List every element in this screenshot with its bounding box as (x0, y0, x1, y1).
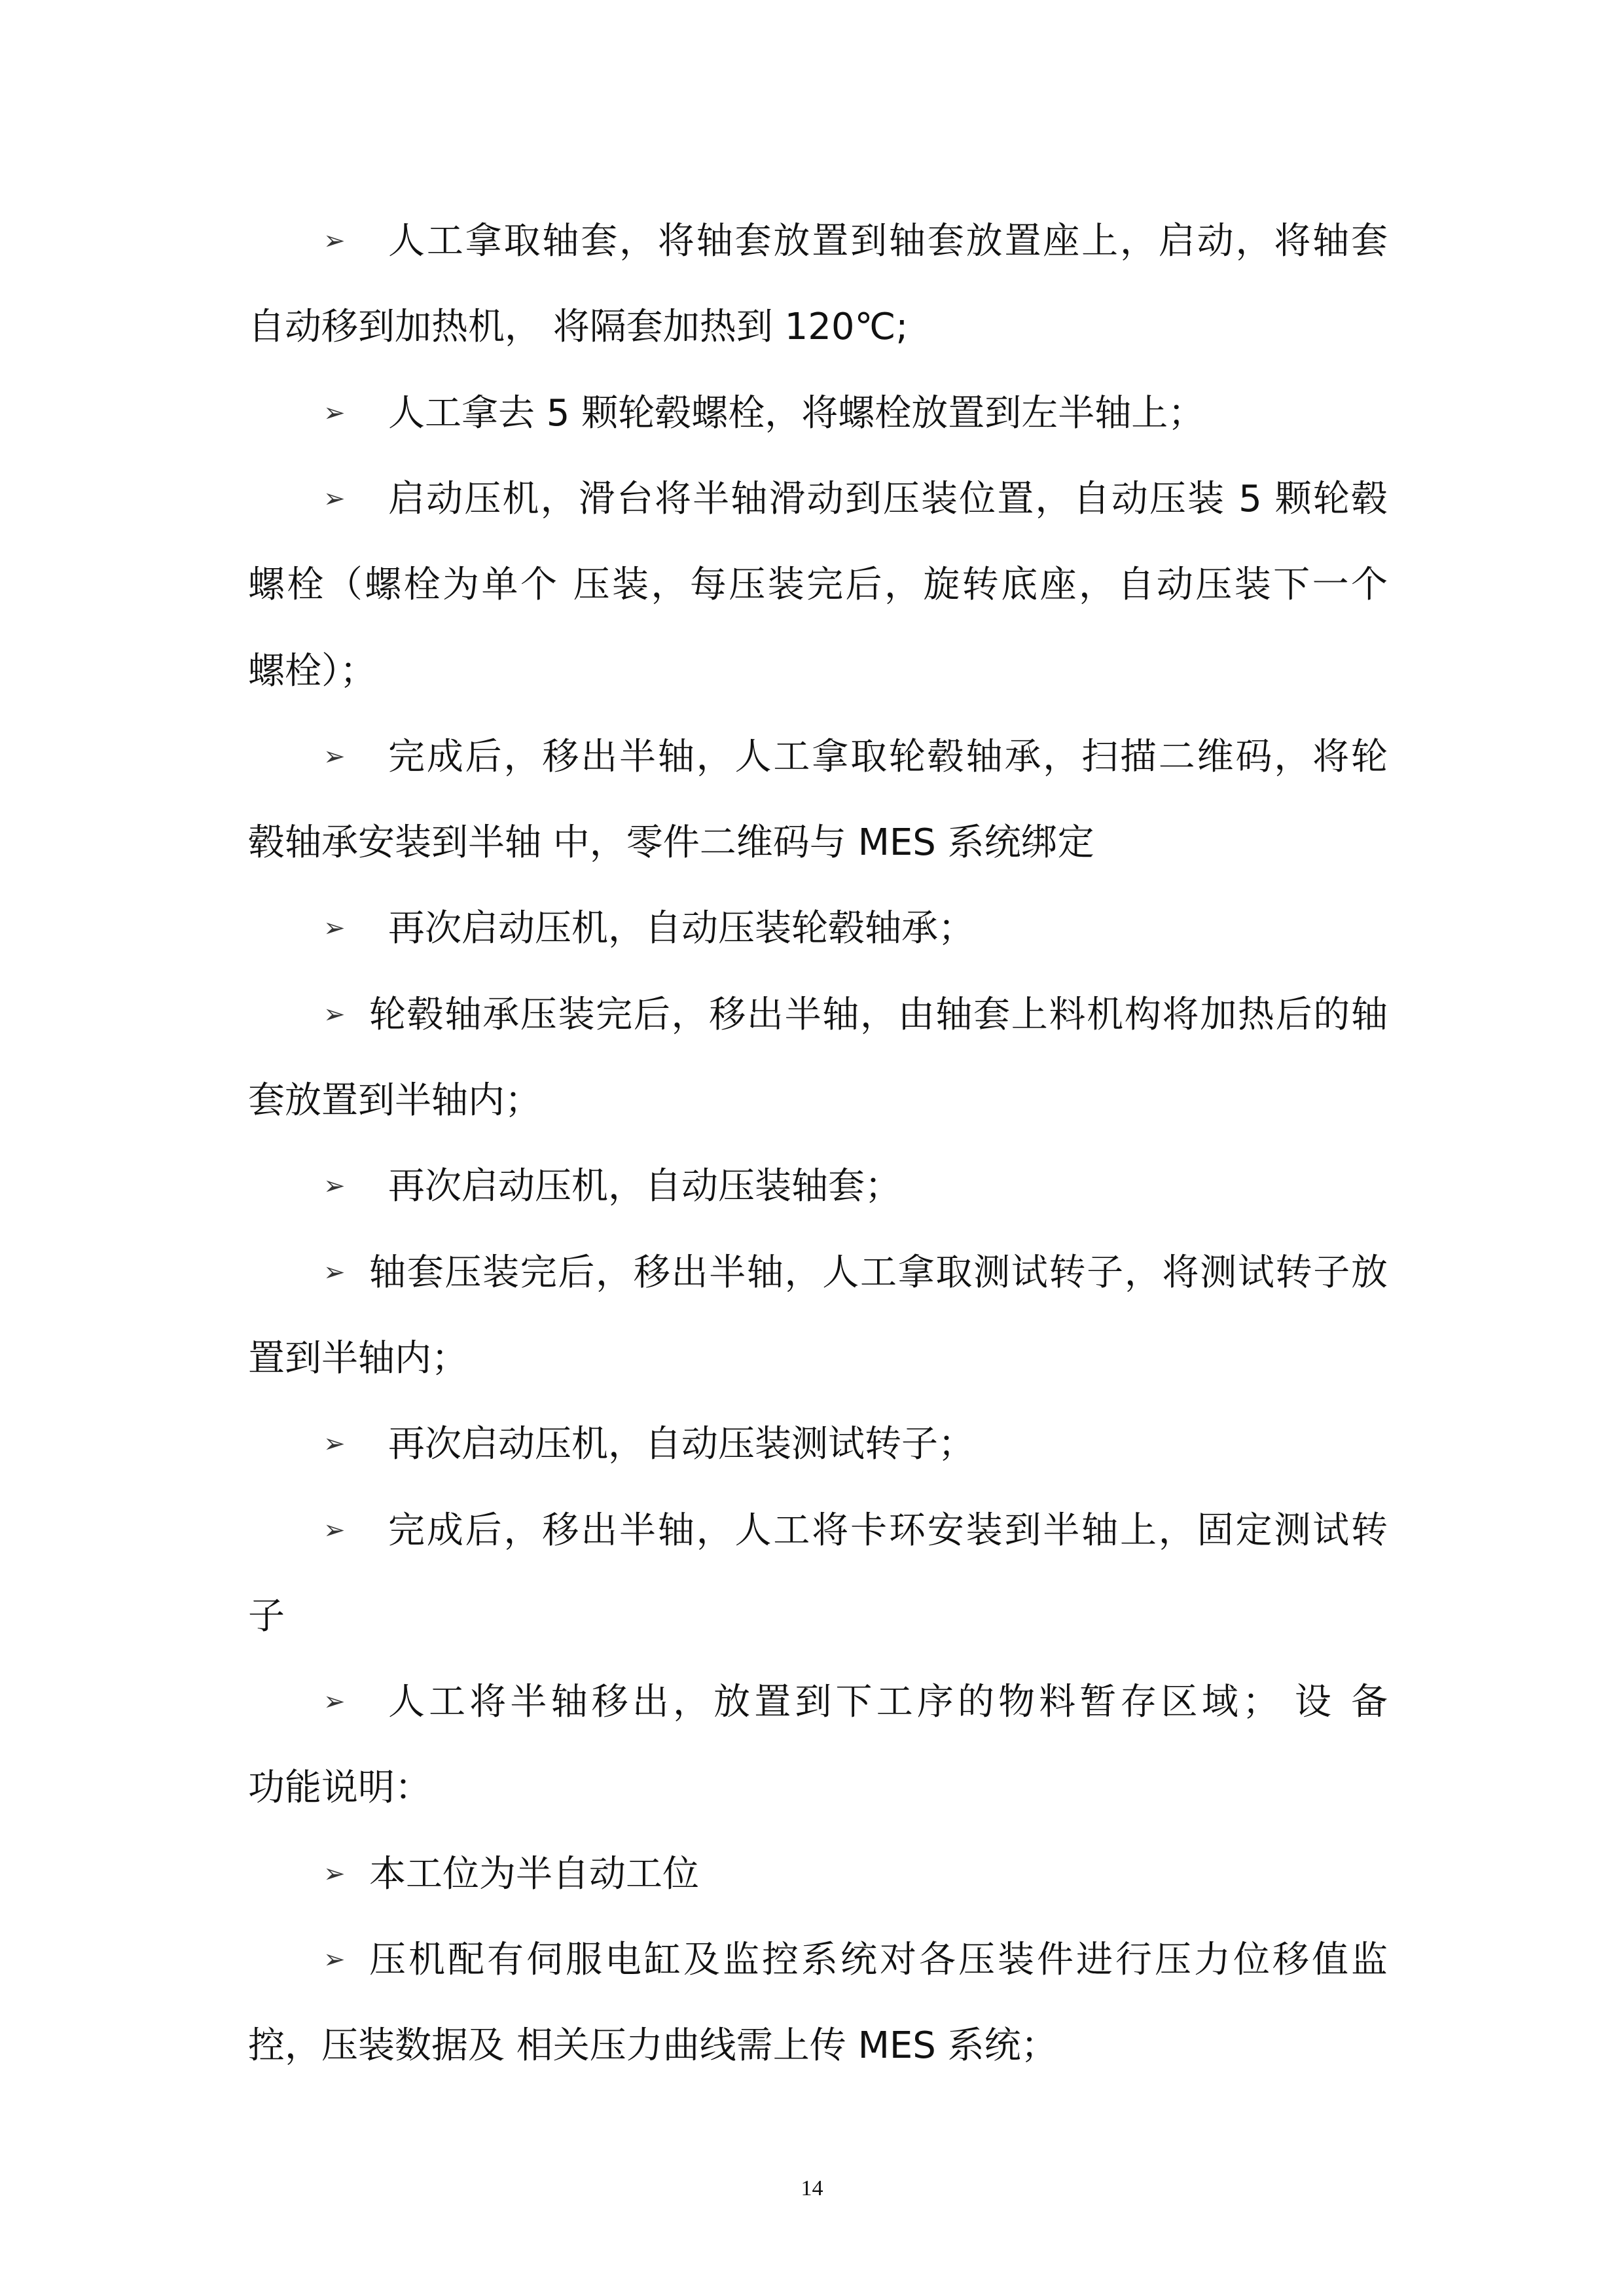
paragraph-line: 功能说明： (248, 1767, 431, 1809)
bullet-arrow-icon: ➢ (323, 1515, 346, 1545)
paragraph-line: 完成后，移出半轴，人工将卡环安装到半轴上，固定测试转 (388, 1509, 1388, 1552)
paragraph-line: 本工位为半自动工位 (369, 1853, 699, 1895)
paragraph-line: 人工将半轴移出，放置到下工序的物料暂存区域； 设 备 (388, 1681, 1388, 1723)
bullet-arrow-icon: ➢ (323, 398, 346, 428)
paragraph-line: 子 (248, 1595, 285, 1638)
paragraph-line: 毂轴承安装到半轴 中，零件二维码与 MES 系统绑定 (248, 821, 1094, 864)
paragraph-line: 启动压机，滑台将半轴滑动到压装位置，自动压装 5 颗轮毂 (388, 478, 1388, 520)
bullet-arrow-icon: ➢ (323, 1945, 346, 1975)
paragraph-line: 人工拿去 5 颗轮毂螺栓，将螺栓放置到左半轴上； (388, 392, 1205, 435)
paragraph-line: 套放置到半轴内； (248, 1079, 541, 1122)
bullet-arrow-icon: ➢ (323, 913, 346, 943)
paragraph-line: 压机配有伺服电缸及监控系统对各压装件进行压力位移值监 (369, 1939, 1388, 1981)
bullet-arrow-icon: ➢ (323, 226, 346, 256)
bullet-arrow-icon: ➢ (323, 742, 346, 772)
paragraph-line: 完成后，移出半轴，人工拿取轮毂轴承，扫描二维码，将轮 (388, 736, 1388, 778)
paragraph-line: 人工拿取轴套，将轴套放置到轴套放置座上，启动，将轴套 (388, 220, 1388, 262)
paragraph-line: 控，压装数据及 相关压力曲线需上传 MES 系统； (248, 2024, 1058, 2067)
page-number: 14 (801, 2176, 823, 2200)
paragraph-line: 再次启动压机，自动压装轮毂轴承； (388, 907, 975, 950)
paragraph-line: 再次启动压机，自动压装测试转子； (388, 1423, 975, 1465)
paragraph-line: 螺栓（螺栓为单个 压装，每压装完后，旋转底座，自动压装下一个 (248, 564, 1388, 606)
bullet-arrow-icon: ➢ (323, 1429, 346, 1459)
paragraph-line: 置到半轴内； (248, 1337, 468, 1380)
bullet-arrow-icon: ➢ (323, 484, 346, 514)
bullet-arrow-icon: ➢ (323, 999, 346, 1030)
paragraph-line: 螺栓）； (248, 650, 376, 692)
bullet-arrow-icon: ➢ (323, 1687, 346, 1717)
paragraph-line: 自动移到加热机， 将隔套加热到 120℃; (248, 306, 909, 348)
bullet-arrow-icon: ➢ (323, 1859, 346, 1889)
paragraph-line: 轮毂轴承压装完后，移出半轴，由轴套上料机构将加热后的轴 (369, 994, 1388, 1036)
bullet-arrow-icon: ➢ (323, 1257, 346, 1287)
paragraph-line: 轴套压装完后，移出半轴，人工拿取测试转子，将测试转子放 (369, 1251, 1388, 1294)
paragraph-line: 再次启动压机，自动压装轴套； (388, 1165, 901, 1208)
bullet-arrow-icon: ➢ (323, 1171, 346, 1201)
